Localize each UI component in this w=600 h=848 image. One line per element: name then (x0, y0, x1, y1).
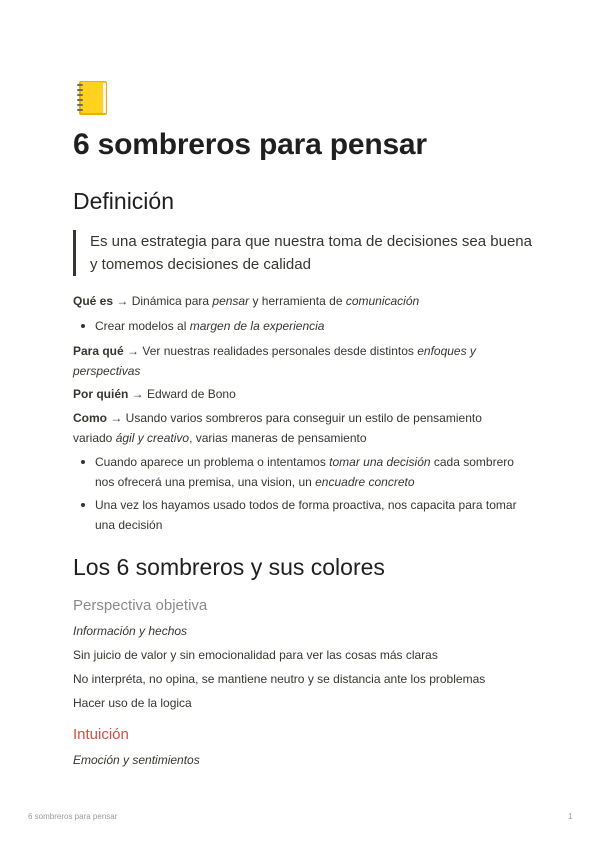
bullet-dot (81, 503, 85, 507)
emphasis: Información y hechos (73, 624, 188, 638)
text-run: Edward de Bono (147, 387, 236, 401)
objetiva-line: Hacer uso de la logica (73, 696, 192, 710)
emphasis: pensar (212, 294, 250, 308)
text-run: y herramienta de (249, 294, 346, 308)
list-item (95, 495, 525, 535)
arrow: → (123, 344, 143, 358)
arrow: → (107, 411, 126, 425)
emphasis: enfoques y perspectivas (73, 344, 476, 378)
notebook-icon (73, 78, 113, 118)
hats-heading: Los 6 sombreros y sus colores (73, 554, 385, 580)
definition-heading: Definición (73, 188, 174, 214)
list-item (95, 316, 525, 336)
emphasis: tomar una decisión (329, 455, 431, 469)
para-que-paragraph (73, 341, 523, 381)
text-run: Cuando aparece un problema o intentamos (95, 455, 330, 469)
text-run: Usando varios sombreros para conseguir un estilo de pensamiento variado (73, 411, 482, 445)
por-quien-paragraph (73, 384, 523, 404)
emphasis: ágil y creativo (115, 431, 190, 445)
text-run: Una vez los hayamos usado todos de forma proactiva, nos capacita para tomar una decisión (95, 498, 517, 532)
que-es-paragraph (73, 291, 523, 311)
bullet-dot (81, 460, 85, 464)
como-paragraph (73, 408, 523, 448)
page-title: 6 sombreros para pensar (73, 128, 427, 161)
emphasis: comunicación (345, 294, 420, 308)
para-que-label: Para qué (73, 344, 124, 358)
text-run: , varias maneras de pensamiento (189, 431, 367, 445)
emphasis: margen de la experiencia (189, 319, 325, 333)
arrow: → (128, 387, 148, 401)
emphasis: Emoción y sentimientos (73, 753, 200, 767)
text-run: Ver nuestras realidades personales desde distintos (142, 344, 418, 358)
perspectiva-objetiva-heading: Perspectiva objetiva (73, 597, 208, 614)
como-label: Como (73, 411, 107, 425)
page-number: 1 (568, 812, 573, 821)
objetiva-line: Sin juicio de valor y sin emocionalidad para ver las cosas más claras (73, 648, 438, 662)
objetiva-subtitle (73, 621, 523, 641)
intuicion-heading: Intuición (73, 726, 129, 743)
por-quien-label: Por quién (73, 387, 129, 401)
arrow: → (113, 294, 132, 308)
que-es-label: Qué es (73, 294, 114, 308)
emphasis: encuadre concreto (315, 475, 415, 489)
bullet-dot (81, 324, 85, 328)
definition-quote: Es una estrategia para que nuestra toma de decisiones sea buena y tomemos decisiones de calidad (73, 230, 540, 276)
text-run: Crear modelos al (95, 319, 190, 333)
footer-title: 6 sombreros para pensar (28, 812, 118, 821)
text-run: Dinámica para (131, 294, 213, 308)
objetiva-line: No interpréta, no opina, se mantiene neutro y se distancia ante los problemas (73, 672, 486, 686)
intuicion-subtitle (73, 750, 523, 770)
text-run: cada sombrero nos ofrecerá una premisa, una vision, un (95, 455, 514, 489)
list-item (95, 452, 525, 492)
